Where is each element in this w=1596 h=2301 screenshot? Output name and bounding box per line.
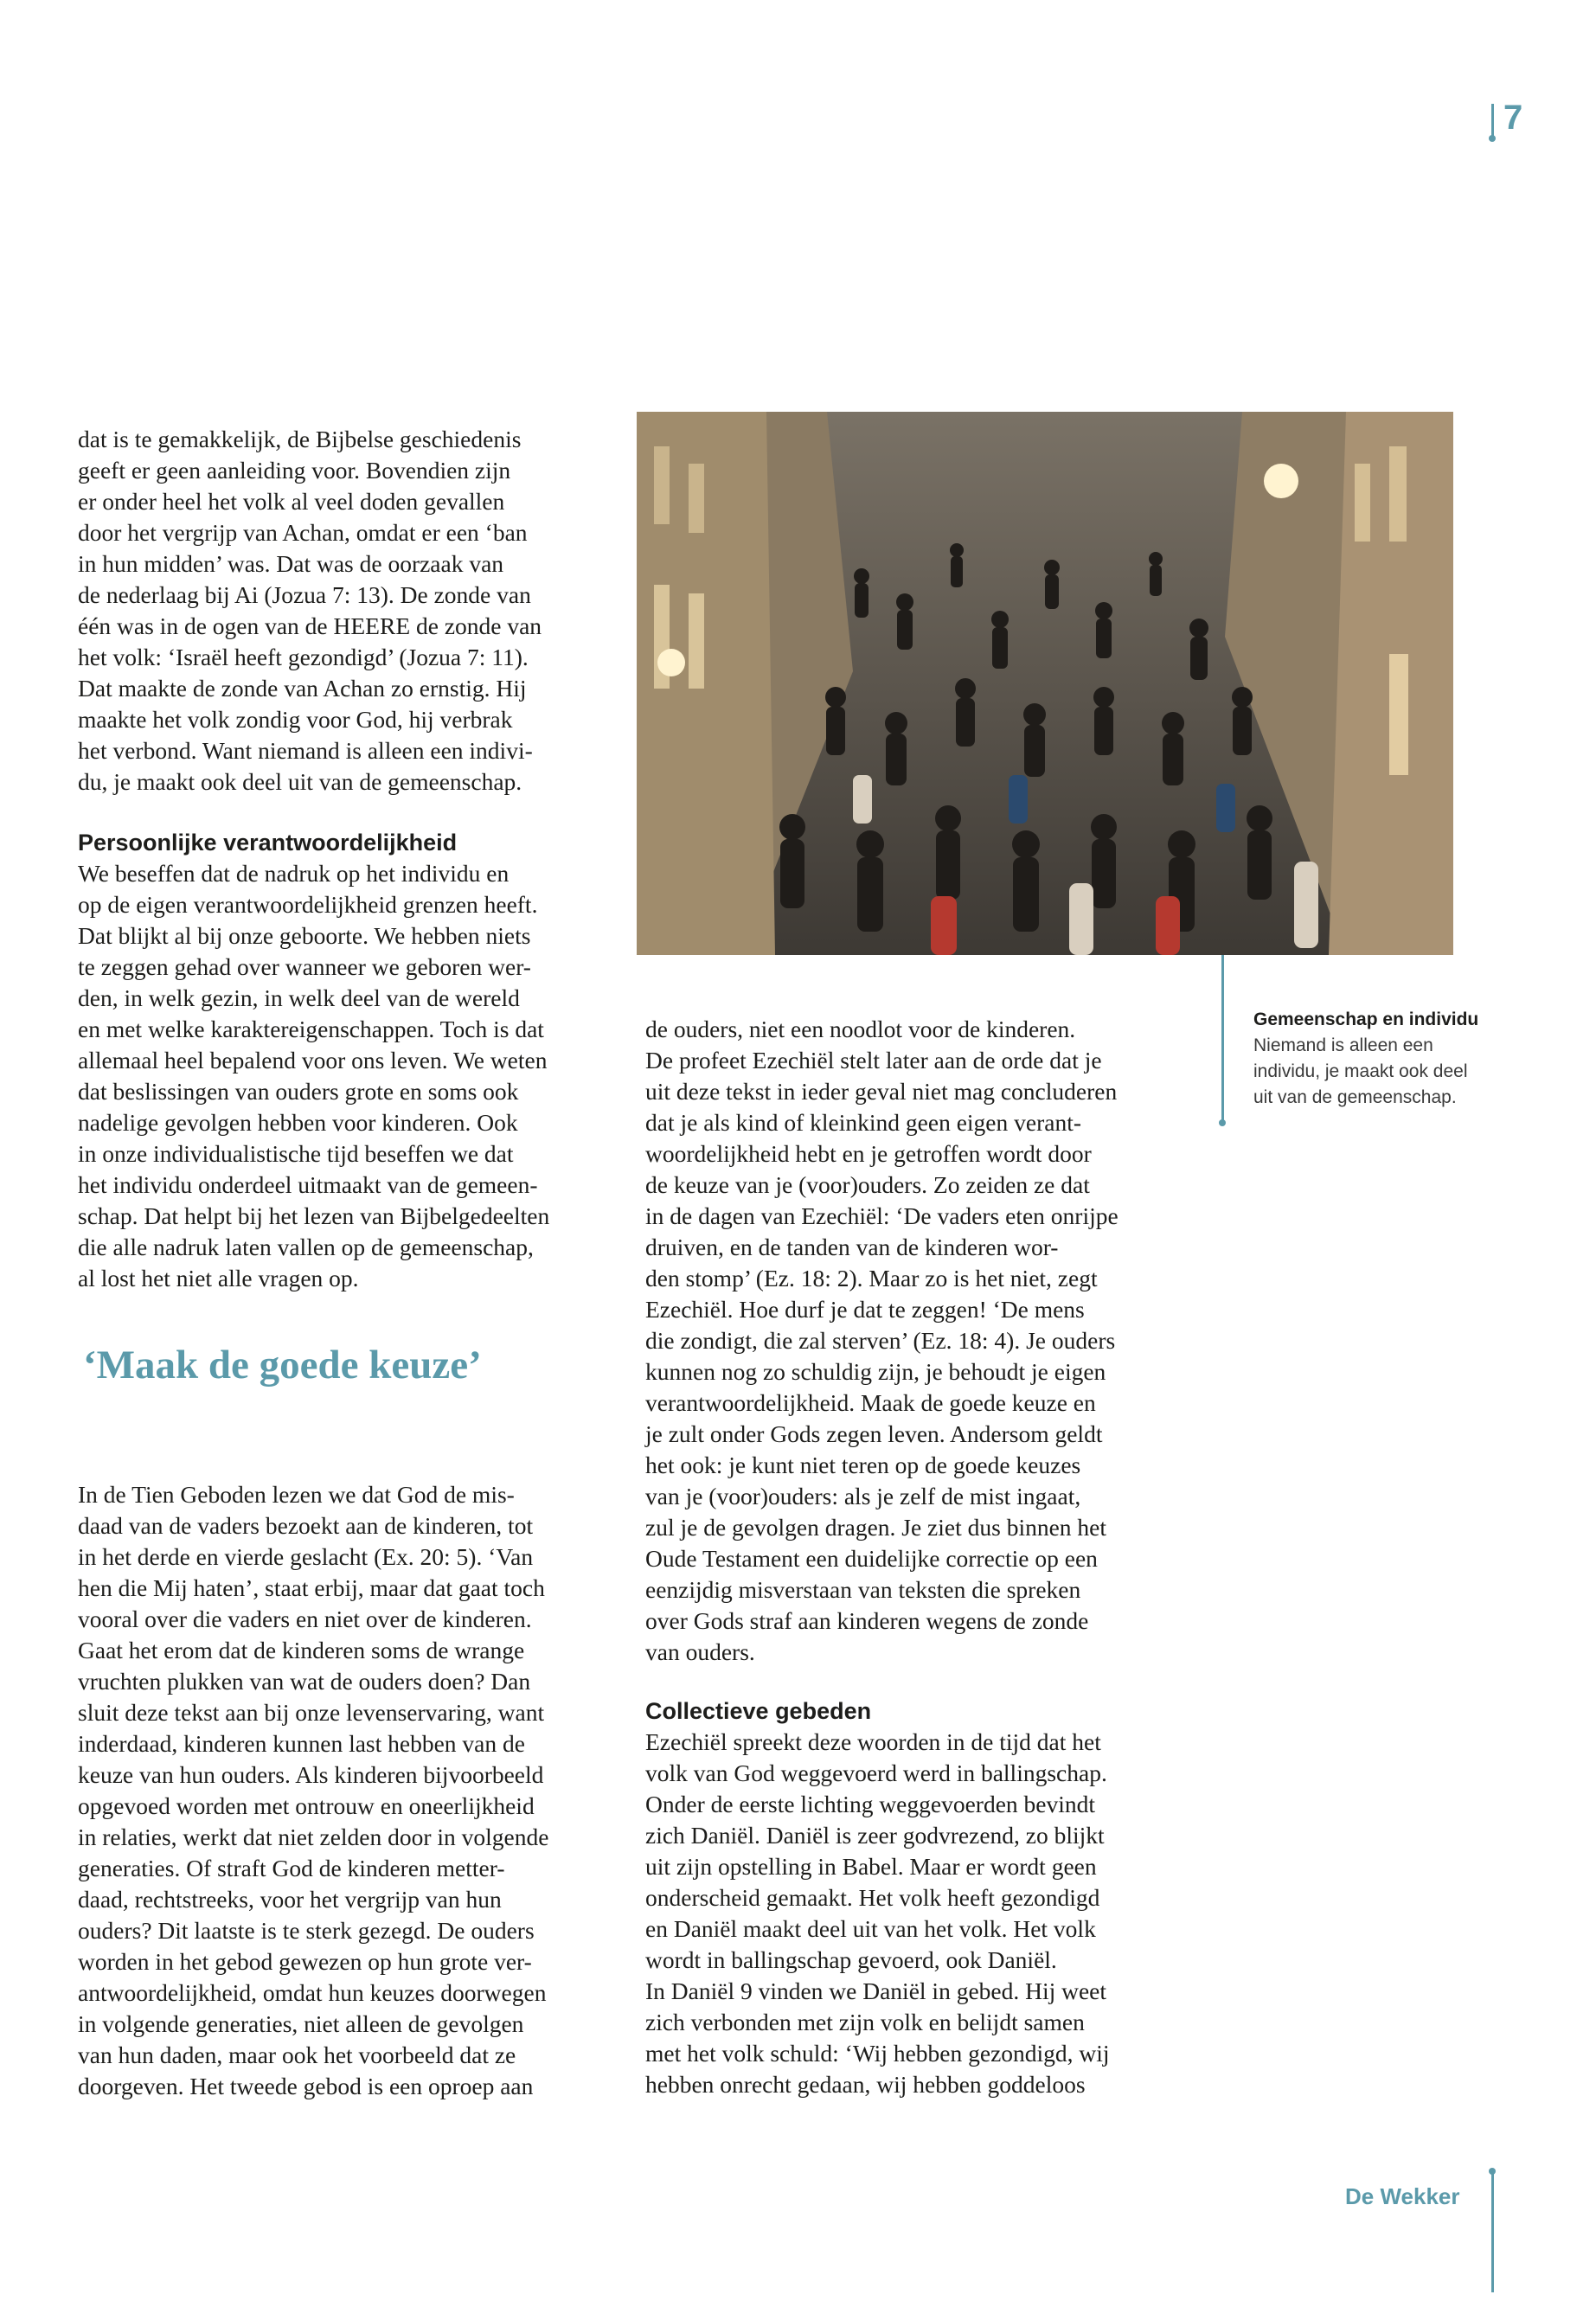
page-number: 7: [1503, 99, 1523, 137]
page-number-dot: [1489, 135, 1496, 142]
body-paragraph-3: In de Tien Geboden lezen we dat God de mis- daad van de vaders bezoekt aan de kinderen, tot in het derde en vierde geslacht (Ex. 20: 5). ‘Van hen die Mij haten’, staat erbij, maar dat gaat toch vooral over die vaders en niet over de kinderen. Gaat het erom dat de kinderen soms de wrange vruchten plukken van wat de ouders doen? Dan sluit deze tekst aan bij onze levenservaring, want inderdaad, kinderen kunnen last hebben van de keuze van hun ouders. Als kinderen bijvoorbeeld opgevoed worden met ontrouw en oneerlijkheid in relaties, werkt dat niet zelden door in volgende generaties. Of straft God de kinderen metter- daad, rechtstreeks, voor het vergrijp van hun ouders? Dit laatste is te sterk gezegd. De ouders worden in het gebod gewezen op hun grote ver- antwoordelijkheid, omdat hun keuzes doorwegen in volgende generaties, niet alleen de gevolgen van hun daden, maar ook het voorbeeld dat ze doorgeven. Het tweede gebod is een oproep aan: [78, 1481, 549, 2099]
crowd-street-photo: [637, 412, 1453, 955]
pull-quote: ‘Maak de goede keuze’: [83, 1343, 482, 1388]
footer-dot: [1489, 2168, 1496, 2175]
subheading-collectieve-gebeden: Collectieve gebeden: [645, 1698, 872, 1724]
page-number-rule: [1491, 104, 1494, 138]
footer-rule: [1491, 2171, 1494, 2292]
body-paragraph-4: de ouders, niet een noodlot voor de kinderen. De profeet Ezechiël stelt later aan de orde dat je uit deze tekst in ieder geval niet mag concluderen dat je als kind of kleinkind geen eigen verant- woordelijkheid hebt en je getroffen wordt door de keuze van je (voor)ouders. Zo zeiden ze dat in de dagen van Ezechiël: ‘De vaders eten onrijpe druiven, en de tanden van de kinderen wor- den stomp’ (Ez. 18: 2). Maar zo is het niet, zegt Ezechiël. Hoe durf je dat te zeggen! ‘De mens die zondigt, die zal sterven’ (Ez. 18: 4). Je ouders kunnen nog zo schuldig zijn, je behoudt je eigen verantwoordelijkheid. Maak de goede keuze en je zult onder Gods zegen leven. Andersom geldt het ook: je kunt niet teren op de goede keuzes van je (voor)ouders: als je zelf de mist ingaat, zul je de gevolgen dragen. Je ziet dus binnen het Oude Testament een duidelijke correctie op een eenzijdig misverstaan van teksten die spreken over Gods straf aan kinderen wegens de zonde van ouders.: [645, 1016, 1118, 1665]
body-paragraph-2: We beseffen dat de nadruk op het individu en op de eigen verantwoordelijkheid grenzen heeft. Dat blijkt al bij onze geboorte. We hebben niets te zeggen gehad over wanneer we geboren wer- den, in welk gezin, in welk deel van de wereld en met welke karaktereigenschappen. Toch is dat allemaal heel bepalend voor ons leven. We weten dat beslissingen van ouders grote en soms ook nadelige gevolgen hebben voor kinderen. Ook in onze individualistische tijd beseffen we dat het individu onderdeel uitmaakt van de gemeen- schap. Dat helpt bij het lezen van Bijbelgedeelten die alle nadruk laten vallen op de gemeenschap, al lost het niet alle vragen op.: [78, 860, 550, 1292]
subheading-persoonlijke-verantwoordelijkheid: Persoonlijke verantwoordelijkheid: [78, 830, 458, 856]
body-paragraph-5: Ezechiël spreekt deze woorden in de tijd dat het volk van God weggevoerd werd in ballingschap. Onder de eerste lichting weggevoerden bevindt zich Daniël. Daniël is zeer godvrezend, zo blijkt uit zijn opstelling in Babel. Maar er wordt geen onderscheid gemaakt. Het volk heeft gezondigd en Daniël maakt deel uit van het volk. Het volk wordt in ballingschap gevoerd, ook Daniël. In Daniël 9 vinden we Daniël in gebed. Hij weet zich verbonden met zijn volk en belijdt samen met het volk schuld: ‘Wij hebben gezondigd, wij hebben onrecht gedaan, wij hebben goddeloos: [645, 1728, 1110, 2098]
caption-connector-line: [1221, 955, 1224, 1123]
caption-title: Gemeenschap en individu: [1253, 1009, 1479, 1029]
body-paragraph-1: dat is te gemakkelijk, de Bijbelse geschiedenis geeft er geen aanleiding voor. Bovendien zijn er onder heel het volk al veel doden gevallen door het vergrijp van Achan, omdat er een ‘ban in hun midden’ was. Dat was de oorzaak van de nederlaag bij Ai (Jozua 7: 13). De zonde van één was in de ogen van de HEERE de zonde van het volk: ‘Israël heeft gezondigd’ (Jozua 7: 11). Dat maakte de zonde van Achan zo ernstig. Hij maakte het volk zondig voor God, hij verbrak het verbond. Want niemand is alleen een indivi- du, je maakt ook deel uit van de gemeenschap.: [78, 426, 542, 795]
caption-connector-dot: [1219, 1119, 1226, 1126]
magazine-brand: De Wekker: [1345, 2183, 1460, 2209]
caption-text: Niemand is alleen een individu, je maakt ook deel uit van de gemeenschap.: [1253, 1035, 1468, 1107]
crowd-photo-illustration: [637, 412, 1453, 955]
